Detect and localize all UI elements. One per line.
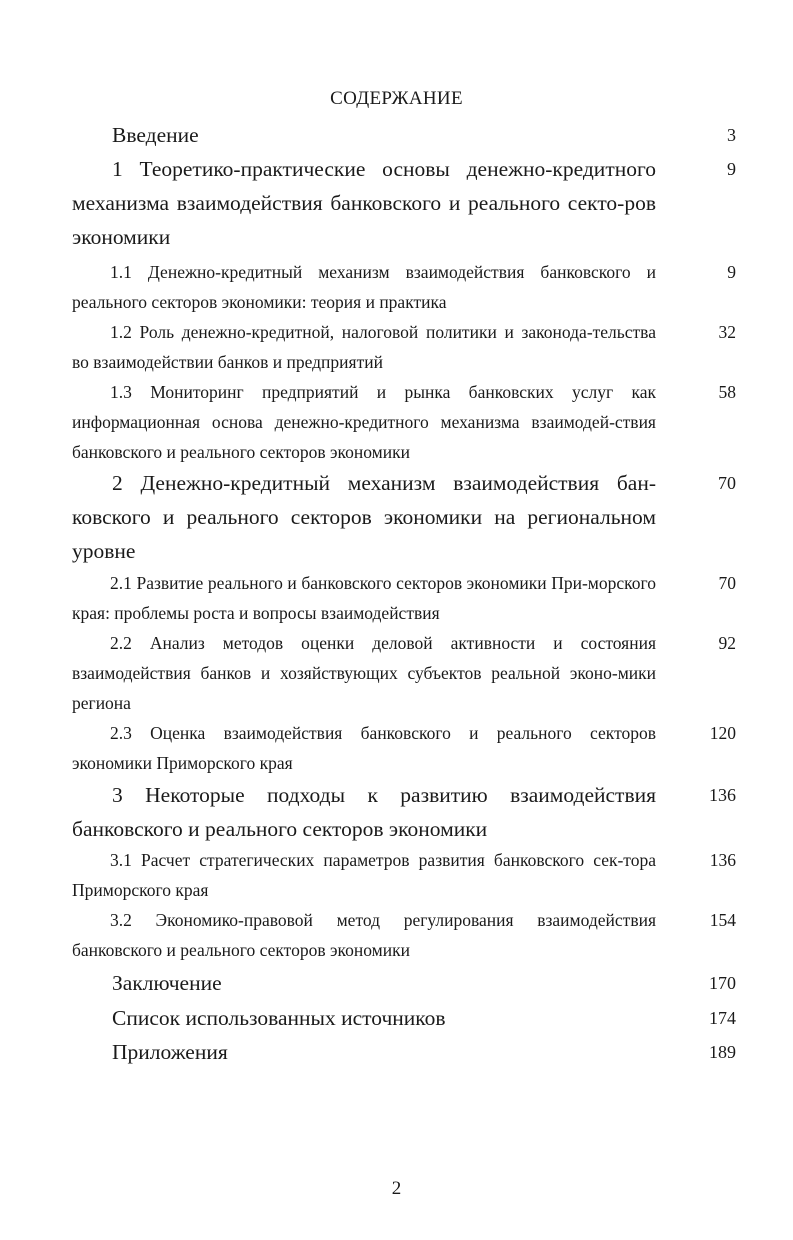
toc-entry-text: 1.2 Роль денежно-кредитной, налоговой политики и законода-тельства во взаимодействии банков и предприятий (72, 322, 656, 372)
toc-entry-text: 3.2 Экономико-правовой метод регулирования взаимодействия банковского и реального секторов экономики (72, 910, 656, 960)
toc-entry-page: 70 (718, 573, 736, 593)
toc-entry-text: 3.1 Расчет стратегических параметров развития банковского сек-тора Приморского края (72, 850, 656, 900)
toc-entry-text: Заключение (112, 971, 222, 995)
toc-entry-text: Список использованных источников (112, 1006, 446, 1030)
toc-entry-page: 3 (727, 125, 736, 145)
toc-entry-text: 2 Денежно-кредитный механизм взаимодействия бан-ковского и реального секторов экономики на региональном уровне (72, 471, 656, 563)
toc-entry-text: 2.3 Оценка взаимодействия банковского и реального секторов экономики Приморского края (72, 723, 656, 773)
toc-entry-page: 58 (718, 382, 736, 402)
toc-entry-text: 2.1 Развитие реального и банковского секторов экономики При-морского края: проблемы роста и вопросы взаимодействия (72, 573, 656, 623)
toc-entry-page: 70 (718, 473, 736, 493)
toc-entry-text: Приложения (112, 1040, 228, 1064)
toc-entry-page: 92 (718, 633, 736, 653)
toc-entry-page: 120 (709, 723, 736, 743)
toc-entry-page: 154 (709, 910, 736, 930)
toc-entry-page: 32 (718, 322, 736, 342)
page-title: СОДЕРЖАНИЕ (330, 88, 463, 109)
toc-entry-text: Введение (112, 123, 199, 147)
toc-entry-text: 1 Теоретико-практические основы денежно-кредитного механизма взаимодействия банковского и реального секто-ров экономики (72, 157, 656, 249)
toc-entry-text: 2.2 Анализ методов оценки деловой активности и состояния взаимодействия банков и хозяйствующих субъектов реальной эконо-мики региона (72, 633, 656, 713)
toc-entry-text: 1.3 Мониторинг предприятий и рынка банковских услуг как информационная основа денежно-кредитного механизма взаимодей-ствия банковского и реального секторов экономики (72, 382, 656, 462)
toc-entry-page: 170 (709, 973, 736, 993)
toc-entry-page: 9 (727, 159, 736, 179)
toc-entry-page: 189 (709, 1042, 736, 1062)
page-number: 2 (391, 1178, 402, 1199)
toc-entry-text: 1.1 Денежно-кредитный механизм взаимодействия банковского и реального секторов экономики: теория и практика (72, 262, 656, 312)
toc-entry-text: 3 Некоторые подходы к развитию взаимодействия банковского и реального секторов экономики (72, 783, 656, 841)
toc-entry-page: 136 (709, 785, 736, 805)
toc-entry-page: 174 (709, 1008, 736, 1028)
toc-entry-page: 136 (709, 850, 736, 870)
toc-entry-page: 9 (727, 262, 736, 282)
